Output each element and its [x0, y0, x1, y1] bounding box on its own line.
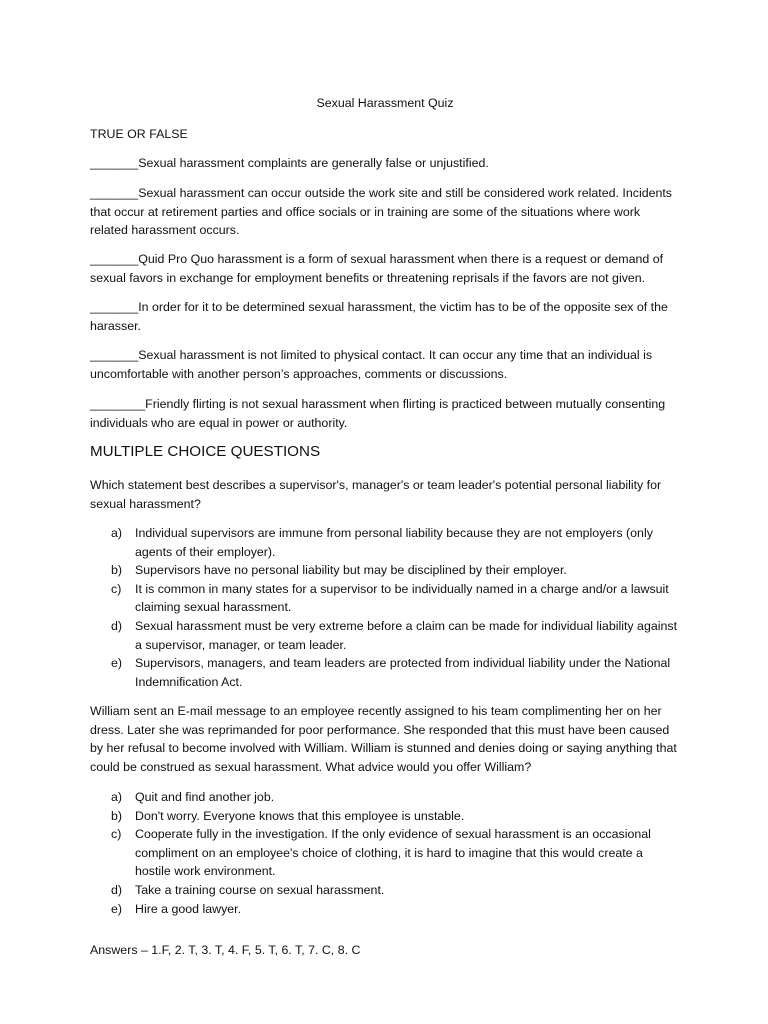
option-item	[90, 654, 680, 691]
option-text: Don't worry. Everyone knows that this employee is unstable.	[135, 808, 465, 823]
true-false-item: _______Sexual harassment is not limited to physical contact. It can occur any time that an individual is uncomfortable with another person’s approaches, comments or discussions.	[90, 348, 653, 381]
option-item	[90, 561, 680, 580]
option-text: Supervisors have no personal liability but may be disciplined by their employer.	[135, 563, 567, 578]
question-1-options	[90, 524, 680, 691]
option-letter: d)	[111, 882, 123, 897]
option-text: It is common in many states for a supervisor to be individually named in a charge and/or a lawsuit claiming sexual harassment.	[135, 581, 669, 615]
true-false-item: _______In order for it to be determined sexual harassment, the victim has to be of the opposite sex of the harasser.	[90, 300, 668, 333]
option-item	[90, 617, 680, 654]
option-letter: c)	[111, 581, 122, 596]
option-item	[90, 825, 680, 881]
option-item	[90, 524, 680, 561]
option-text: Quit and find another job.	[135, 790, 275, 804]
option-letter: a)	[111, 790, 123, 804]
document-title: Sexual Harassment Quiz	[316, 96, 454, 110]
option-letter: c)	[111, 827, 122, 842]
option-item	[90, 900, 680, 919]
option-item	[90, 788, 680, 807]
question-2-options	[90, 788, 680, 918]
option-text: Take a training course on sexual harassment.	[135, 882, 385, 897]
option-text: Supervisors, managers, and team leaders are protected from individual liability under the National Indemnification Act.	[135, 656, 671, 689]
option-letter: e)	[111, 901, 123, 916]
option-text: Cooperate fully in the investigation. If the only evidence of sexual harassment is an occasional compliment on an employee's choice of clothing, it is hard to imagine that this would create a hostile work environment.	[135, 827, 651, 879]
option-letter: b)	[111, 808, 123, 823]
option-item	[90, 580, 680, 617]
option-letter: b)	[111, 563, 123, 578]
option-letter: a)	[111, 526, 123, 540]
true-false-item: ________Friendly flirting is not sexual harassment when flirting is practiced between mutually consenting individuals who are equal in power or authority.	[90, 397, 666, 430]
answer-key: Answers – 1.F, 2. T, 3. T, 4. F, 5. T, 6. T, 7. C, 8. C	[90, 943, 361, 957]
true-false-item: _______Sexual harassment complaints are generally false or unjustified.	[90, 156, 489, 170]
question-1-text: Which statement best describes a supervisor's, manager's or team leader's potential personal liability for sexual harassment?	[90, 478, 662, 511]
option-text: Hire a good lawyer.	[135, 901, 242, 916]
true-false-heading: TRUE OR FALSE	[90, 127, 188, 141]
option-item	[90, 881, 680, 900]
option-letter: d)	[111, 618, 123, 633]
option-letter: e)	[111, 656, 123, 671]
true-false-item: _______Quid Pro Quo harassment is a form of sexual harassment when there is a request or demand of sexual favors in exchange for employment benefits or threatening reprisals if the favors are not given.	[90, 252, 664, 285]
question-2-text: William sent an E-mail message to an employee recently assigned to his team complimenting her on her dress. Later she was reprimanded for poor performance. She responded that this must have been caused by her refusal to become involved with William. William is stunned and denies doing or saying anything that could be construed as sexual harassment. What advice would you offer William?	[90, 704, 677, 774]
multiple-choice-heading: MULTIPLE CHOICE QUESTIONS	[90, 443, 321, 460]
option-text: Sexual harassment must be very extreme before a claim can be made for individual liability against a supervisor, manager, or team leader.	[135, 618, 678, 652]
option-text: Individual supervisors are immune from personal liability because they are not employers (only agents of their employer).	[135, 526, 653, 559]
true-false-item: _______Sexual harassment can occur outside the work site and still be considered work related. Incidents that occur at retirement parties and office socials or in training are some of the situations where work related harassment occurs.	[90, 186, 673, 238]
option-item	[90, 807, 680, 826]
